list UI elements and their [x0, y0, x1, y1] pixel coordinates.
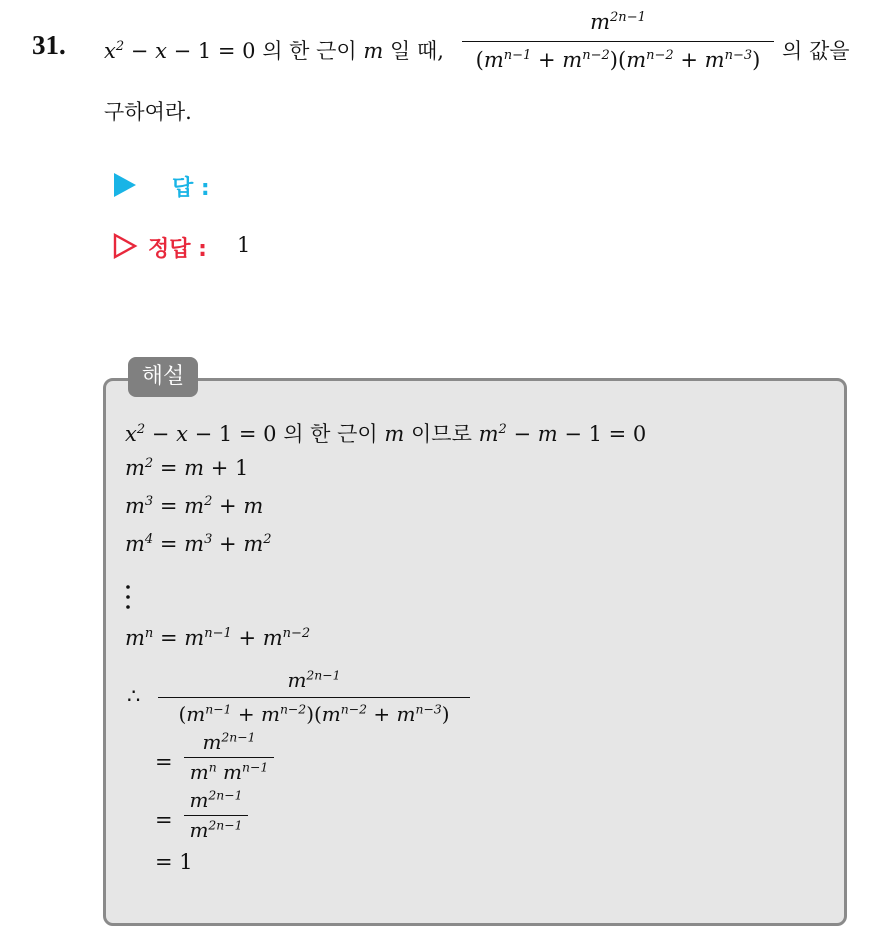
equals-sign-2: = — [155, 808, 173, 832]
solution-line-1: $x^2 - x - 1 = 0$ 의 한 근이 m 이므로 $m^2 - m - 1 = 0$ — [125, 421, 647, 446]
problem-fraction — [462, 10, 774, 72]
equals-sign-1: = — [155, 750, 173, 774]
solution-fraction-1: $m^{2n-1}$ $(m^{n-1} + m^{n-2})(m^{n-2} + m^{n-3})$ — [158, 668, 470, 726]
correct-answer-value: 1 — [237, 233, 251, 257]
problem-fraction-numerator: $m^{2n-1}$ — [590, 9, 646, 34]
solution-text-a: 의 한 근이 — [283, 422, 378, 446]
problem-statement-line2: 구하여라. — [104, 100, 192, 124]
problem-text-end: 의 값을 — [782, 39, 850, 63]
answer-play-icon — [112, 172, 138, 202]
problem-text-b: 일 때, — [390, 39, 444, 63]
solution-fraction-3: $m^{2n-1}$ $m^{2n-1}$ — [184, 788, 248, 842]
problem-fraction-denominator: $(m^{n-1} + m^{n-2})(m^{n-2} + m^{n-3})$ — [475, 48, 761, 73]
therefore-symbol: ∴ — [127, 684, 141, 708]
final-result-value: 1 — [179, 850, 193, 874]
vertical-ellipsis — [124, 584, 132, 616]
answer-label: 답 : — [172, 176, 210, 201]
problem-text-a: 의 한 근이 — [262, 39, 357, 63]
solution-tag: 해설 — [128, 357, 198, 397]
problem-statement-line1: $x^2 - x - 1 = 0$ 의 한 근이 m 일 때, — [104, 38, 444, 63]
solution-line-5: $m^n = m^{n-1} + m^{n-2}$ — [125, 625, 311, 650]
solution-line-3: $m^3 = m^2 + m$ — [125, 493, 264, 518]
solution-line-2: $m^2 = m + 1$ — [125, 455, 249, 480]
solution-fraction-2: $m^{2n-1}$ $m^n$ $m^{n-1}$ — [184, 730, 274, 784]
problem-number: 31. — [32, 30, 66, 60]
solution-text-b: 이므로 — [411, 422, 472, 446]
correct-answer-icon — [112, 233, 138, 263]
final-result: = 1 — [155, 850, 193, 874]
correct-answer-label: 정답 : — [148, 237, 207, 262]
solution-line-4: $m^4 = m^3 + m^2$ — [125, 531, 272, 556]
